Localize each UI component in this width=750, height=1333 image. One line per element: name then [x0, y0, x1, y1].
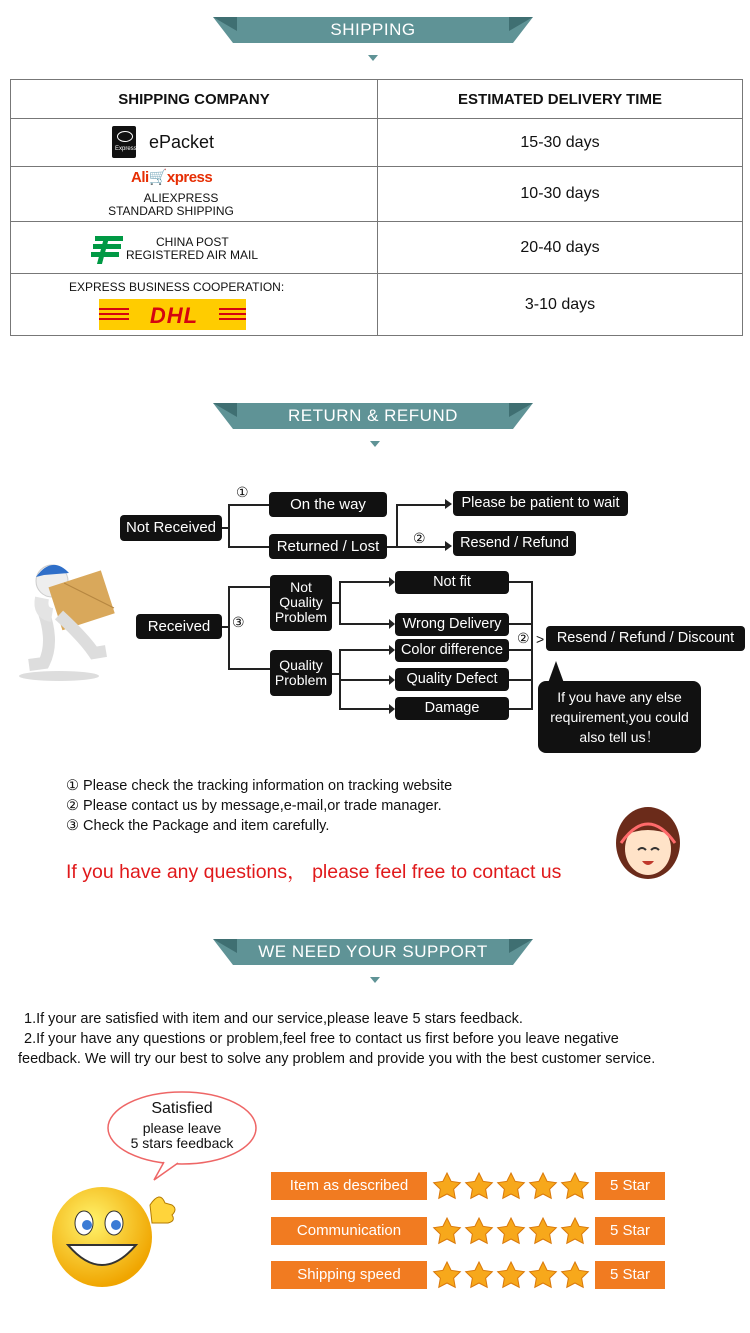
note-2: ② Please contact us by message,e-mail,or trade manager. — [66, 798, 442, 814]
rating-value-communication: 5 Star — [595, 1217, 665, 1245]
row-aliexpress-company — [11, 167, 378, 222]
else-requirement-bubble — [538, 681, 701, 753]
not-received-box: Not Received — [120, 515, 222, 541]
aliexpress-logo: Ali🛒xpress — [131, 169, 213, 186]
refund-banner — [213, 403, 533, 429]
rating-label-item: Item as described — [271, 1172, 427, 1200]
dhl-label: EXPRESS BUSINESS COOPERATION: — [69, 280, 285, 294]
star-icon — [562, 1262, 589, 1287]
star-icon — [434, 1173, 461, 1198]
bubble-line-1: please leave — [142, 1120, 222, 1136]
rating-value-shipping: 5 Star — [595, 1261, 665, 1289]
header-company: SHIPPING COMPANY — [11, 80, 378, 119]
be-patient-box: Please be patient to wait — [453, 491, 628, 516]
row-aliexpress-time: 10-30 days — [378, 167, 743, 222]
shipping-table — [10, 79, 743, 336]
support-paragraph-2a: 2.If your have any questions or problem,feel free to contact us first before you leave negative — [24, 1031, 619, 1047]
star-icon — [498, 1173, 525, 1198]
epacket-icon: Express — [112, 126, 136, 158]
shipping-pointer — [368, 55, 378, 61]
support-paragraph-1: 1.If your are satisfied with item and our service,please leave 5 stars feedback. — [24, 1011, 523, 1027]
row-dhl-company — [11, 274, 378, 336]
delivery-man-illustration — [14, 553, 124, 683]
not-quality-problem-label: Not Quality Problem — [274, 579, 328, 625]
support-pointer — [370, 977, 380, 983]
customer-service-avatar — [613, 805, 683, 883]
chinapost-icon — [91, 234, 125, 264]
mark-1-top: ① — [236, 484, 249, 500]
star-icon — [562, 1218, 589, 1243]
mark-2-top: ② — [413, 530, 426, 546]
star-icon — [434, 1262, 461, 1287]
rating-label-shipping: Shipping speed — [271, 1261, 427, 1289]
star-icon — [466, 1218, 493, 1243]
star-icon — [562, 1173, 589, 1198]
aliexpress-name1: ALIEXPRESS — [143, 191, 219, 205]
row-epacket-time: 15-30 days — [378, 119, 743, 167]
note-3: ③ Check the Package and item carefully. — [66, 818, 330, 834]
not-fit-box: Not fit — [395, 571, 509, 594]
quality-problem-label: Quality Problem — [274, 657, 328, 688]
arrow-right-icon: > — [536, 631, 545, 647]
support-paragraph-2b: feedback. We will try our best to solve any problem and provide you with the best customer service. — [18, 1051, 656, 1067]
rating-stars-shipping — [431, 1260, 591, 1290]
rating-stars-communication — [431, 1216, 591, 1246]
satisfied-bubble — [106, 1090, 258, 1182]
wrong-delivery-box: Wrong Delivery — [395, 613, 509, 636]
else-requirement-text: If you have any else requirement,you could also tell us！ — [550, 689, 689, 745]
on-the-way-box: On the way — [269, 492, 387, 517]
star-icon — [530, 1262, 557, 1287]
contact-us-text: If you have any questions， please feel free to contact us — [66, 861, 562, 883]
dhl-logo — [99, 299, 246, 330]
star-icon — [530, 1218, 557, 1243]
mark-3: ③ — [232, 614, 245, 630]
received-box: Received — [136, 614, 222, 639]
chinapost-name1: CHINA POST — [156, 235, 229, 249]
refund-title: RETURN & REFUND — [288, 406, 458, 425]
resend-refund-discount-box: Resend / Refund / Discount — [546, 626, 745, 651]
shipping-banner — [213, 17, 533, 43]
returned-lost-box: Returned / Lost — [269, 534, 387, 559]
bubble-title: Satisfied — [151, 1100, 213, 1117]
refund-pointer — [370, 441, 380, 447]
chinapost-name2: REGISTERED AIR MAIL — [126, 248, 259, 262]
star-icon — [466, 1262, 493, 1287]
shipping-title: SHIPPING — [330, 20, 416, 39]
rating-stars-item — [431, 1171, 591, 1201]
speech-pointer — [548, 661, 564, 683]
quality-defect-box: Quality Defect — [395, 668, 509, 691]
aliexpress-name2: STANDARD SHIPPING — [108, 204, 234, 218]
row-dhl-time: 3-10 days — [378, 274, 743, 336]
color-difference-box: Color difference — [395, 639, 509, 662]
support-title: WE NEED YOUR SUPPORT — [258, 942, 488, 961]
dhl-logo-text: DHL — [129, 303, 219, 329]
row-epacket-company — [11, 119, 378, 167]
star-icon — [466, 1173, 493, 1198]
star-icon — [530, 1173, 557, 1198]
note-1: ① Please check the tracking information on tracking website — [66, 778, 453, 794]
star-icon — [498, 1218, 525, 1243]
resend-refund-box: Resend / Refund — [453, 531, 576, 556]
quality-problem-box — [270, 650, 332, 696]
mark-2-bottom: ② — [517, 630, 530, 646]
epacket-name: ePacket — [149, 132, 215, 152]
not-quality-problem-box — [270, 575, 332, 631]
rating-label-communication: Communication — [271, 1217, 427, 1245]
star-icon — [434, 1218, 461, 1243]
smiley-thumbs-up-icon — [50, 1185, 180, 1290]
row-chinapost-time: 20-40 days — [378, 222, 743, 274]
header-delivery: ESTIMATED DELIVERY TIME — [378, 80, 743, 119]
support-banner — [213, 939, 533, 965]
row-chinapost-company — [11, 222, 378, 274]
rating-value-item: 5 Star — [595, 1172, 665, 1200]
star-icon — [498, 1262, 525, 1287]
damage-box: Damage — [395, 697, 509, 720]
bubble-line-2: 5 stars feedback — [130, 1135, 234, 1151]
